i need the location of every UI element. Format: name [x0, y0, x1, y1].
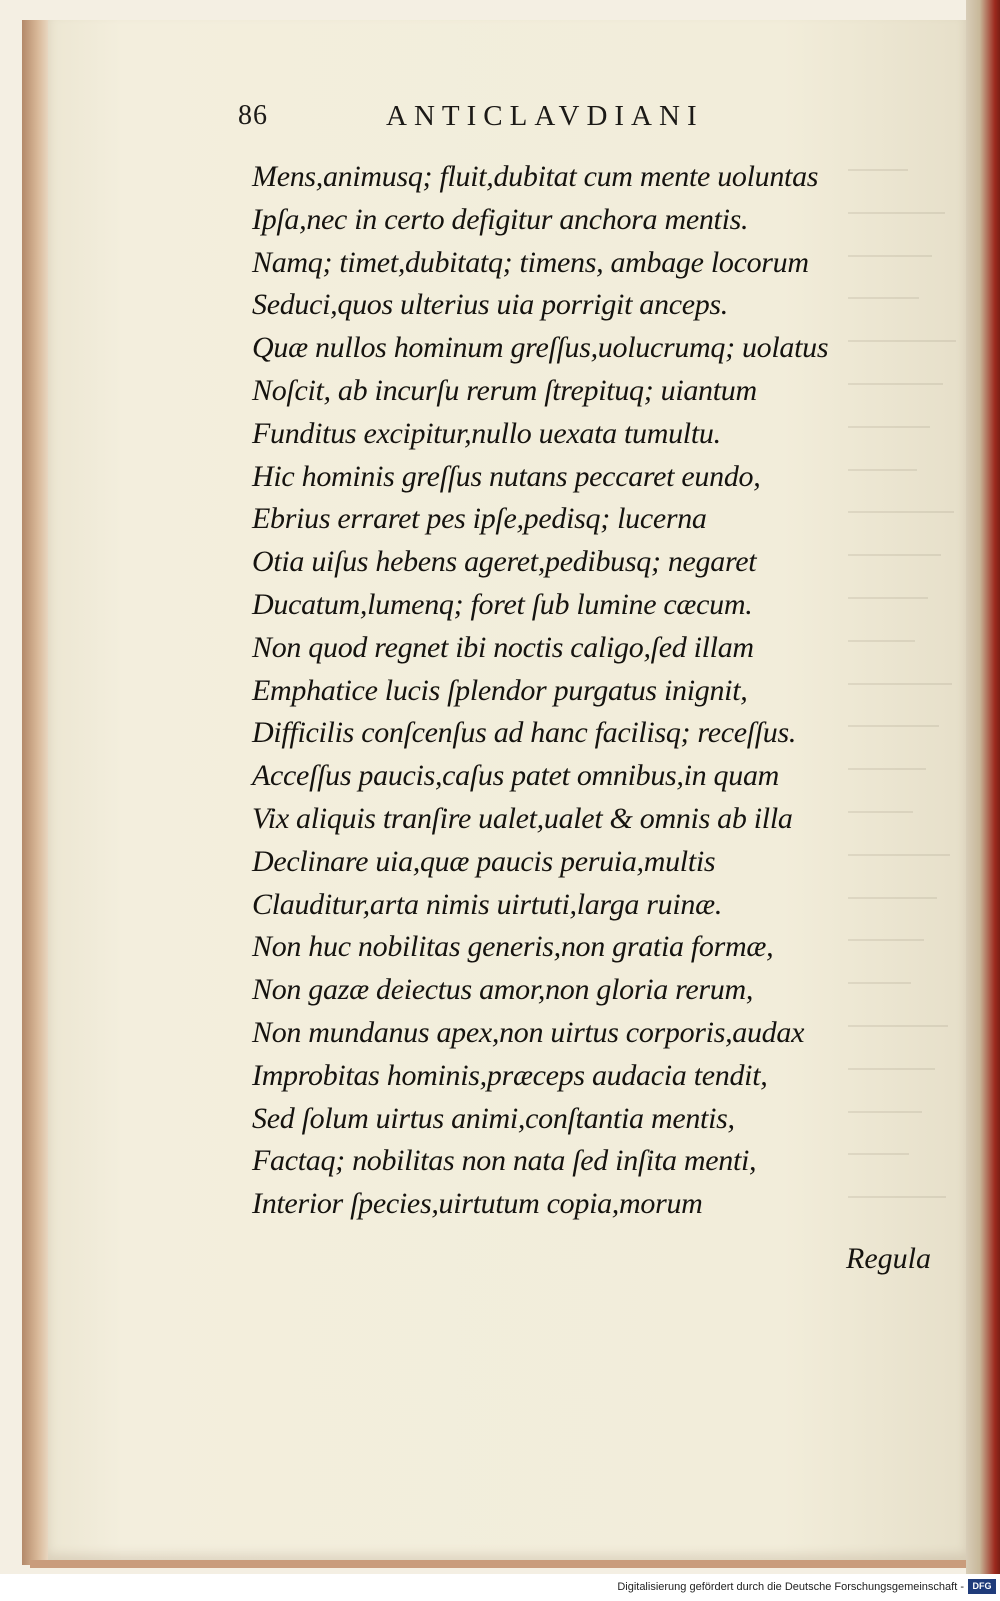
verse-line: Vix aliquis tranſire ualet,ualet & omnis ab illa — [252, 801, 793, 835]
binding-left-edge — [22, 20, 48, 1565]
verse-line: Ipſa,nec in certo defigitur anchora mentis. — [252, 202, 749, 236]
verse-line: Otia uiſus hebens ageret,pedibusq; negaret — [252, 545, 757, 579]
verse-line: Improbitas hominis,præceps audacia tendit, — [252, 1058, 768, 1092]
verse-line: Difficilis conſcenſus ad hanc facilisq; receſſus. — [252, 716, 797, 750]
verse-line: Quæ nullos hominum greſſus,uolucrumq; uolatus — [252, 331, 829, 365]
running-title: ANTICLAVDIANI — [386, 100, 704, 132]
verse-line: Non quod regnet ibi noctis caligo,ſed illam — [252, 630, 754, 664]
verse-line: Noſcit, ab incurſu rerum ſtrepituq; uiantum — [252, 373, 757, 407]
verse-block — [252, 156, 942, 1226]
verse-line: Non gazæ deiectus amor,non gloria rerum, — [252, 973, 754, 1007]
catchword: Regula — [846, 1242, 931, 1275]
verse-line: Sed ſolum uirtus animi,conſtantia mentis, — [252, 1101, 735, 1135]
verse-line: Factaq; nobilitas non nata ſed inſita menti, — [252, 1144, 757, 1178]
facing-page-edge — [966, 0, 1000, 1574]
verse-line: Acceſſus paucis,caſus patet omnibus,in quam — [252, 759, 780, 793]
verse-line: Interior ſpecies,uirtutum copia,morum — [252, 1187, 703, 1221]
verse-line: Non huc nobilitas generis,non gratia formæ, — [252, 930, 774, 964]
verse-line: Ebrius erraret pes ipſe,pedisq; lucerna — [252, 502, 707, 536]
verse-line: Clauditur,arta nimis uirtuti,larga ruinæ. — [252, 887, 723, 921]
page-bottom-edge — [30, 1560, 966, 1568]
verse-line: Non mundanus apex,non uirtus corporis,audax — [252, 1015, 805, 1049]
verse-line: Seduci,quos ulterius uia porrigit anceps. — [252, 288, 729, 322]
verse-line: Declinare uia,quæ paucis peruia,multis — [252, 844, 716, 878]
dfg-logo-icon: DFG — [968, 1579, 996, 1594]
page-number: 86 — [238, 100, 268, 131]
verse-line: Mens,animusq; fluit,dubitat cum mente uoluntas — [252, 160, 819, 193]
verse-line: Ducatum,lumenq; foret ſub lumine cæcum. — [252, 587, 753, 621]
verse-line: Emphatice lucis ſplendor purgatus inignit, — [252, 673, 748, 707]
verse-line: Hic hominis greſſus nutans peccaret eundo, — [252, 459, 761, 493]
footer-bar — [0, 1574, 1000, 1601]
verse-line: Funditus excipitur,nullo uexata tumultu. — [252, 416, 721, 450]
digitization-credit: Digitalisierung gefördert durch die Deutsche Forschungsgemeinschaft - — [617, 1581, 964, 1593]
verse-line: Namq; timet,dubitatq; timens, ambage locorum — [252, 245, 809, 279]
